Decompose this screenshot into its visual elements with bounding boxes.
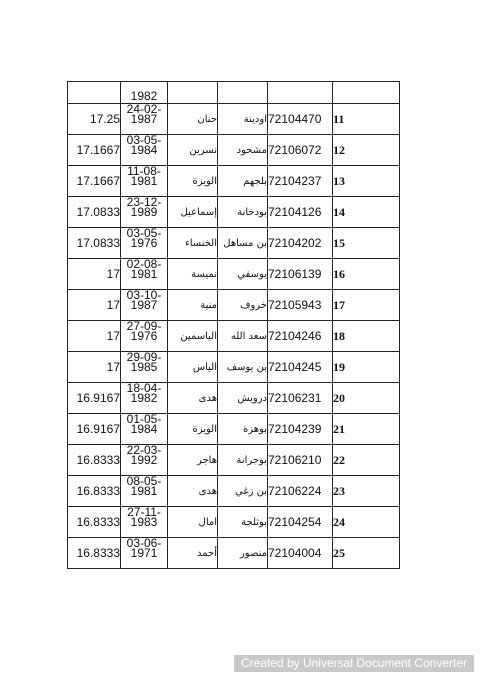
first-name-cell: منية bbox=[168, 290, 218, 321]
first-name-cell: الويزة bbox=[168, 414, 218, 445]
table-row bbox=[68, 352, 400, 383]
birth-date-cell bbox=[121, 476, 168, 507]
table-row bbox=[68, 259, 400, 290]
row-number-cell: 15 bbox=[333, 228, 400, 259]
score-cell: 17.25 bbox=[68, 104, 121, 135]
last-name-cell: خروف bbox=[218, 290, 268, 321]
last-name-cell: سعد الله bbox=[218, 321, 268, 352]
last-name-cell: بلجهم bbox=[218, 166, 268, 197]
row-number-cell: 21 bbox=[333, 414, 400, 445]
birth-date-cell bbox=[121, 166, 168, 197]
student-id-cell: 72106210 bbox=[268, 445, 333, 476]
last-name-cell: مشحود bbox=[218, 135, 268, 166]
birth-date-cell bbox=[121, 104, 168, 135]
last-name-cell: درويش bbox=[218, 383, 268, 414]
birth-date-day-month: 03-05- bbox=[126, 134, 162, 147]
row-number-cell: 12 bbox=[333, 135, 400, 166]
first-name-cell bbox=[168, 82, 218, 104]
score-cell: 16.8333 bbox=[68, 538, 121, 569]
last-name-cell: بن مساهل bbox=[218, 228, 268, 259]
first-name-cell: امال bbox=[168, 507, 218, 538]
student-id-cell: 72104246 bbox=[268, 321, 333, 352]
birth-date-day-month: 02-08- bbox=[126, 258, 162, 271]
score-cell: 17 bbox=[68, 321, 121, 352]
first-name-cell: إسماعيل bbox=[168, 197, 218, 228]
row-number-cell: 20 bbox=[333, 383, 400, 414]
table-row bbox=[68, 414, 400, 445]
score-cell: 16.8333 bbox=[68, 507, 121, 538]
birth-date-cell bbox=[121, 414, 168, 445]
student-id-cell: 72106139 bbox=[268, 259, 333, 290]
table-row bbox=[68, 104, 400, 135]
last-name-cell: بودخانة bbox=[218, 197, 268, 228]
student-id-cell: 72106072 bbox=[268, 135, 333, 166]
score-cell: 17.1667 bbox=[68, 166, 121, 197]
birth-date-year: 1981 bbox=[130, 484, 158, 498]
birth-date-day-month: 29-09- bbox=[126, 351, 162, 364]
row-number-cell: 22 bbox=[333, 445, 400, 476]
table-row bbox=[68, 445, 400, 476]
score-cell: 17.1667 bbox=[68, 135, 121, 166]
score-cell: 16.9167 bbox=[68, 414, 121, 445]
row-number-cell: 17 bbox=[333, 290, 400, 321]
birth-date-year: 1981 bbox=[130, 267, 158, 281]
student-id-cell: 72106224 bbox=[268, 476, 333, 507]
birth-date-day-month: 24-02- bbox=[126, 103, 162, 116]
birth-date-day-month: 08-05- bbox=[126, 475, 162, 488]
birth-date-year: 1983 bbox=[130, 515, 158, 529]
last-name-cell: بن يوسف bbox=[218, 352, 268, 383]
student-id-cell: 72104470 bbox=[268, 104, 333, 135]
watermark-banner: Created by Universal Document Converter bbox=[234, 655, 474, 672]
table-row bbox=[68, 476, 400, 507]
row-number-cell: 11 bbox=[333, 104, 400, 135]
row-number-cell: 16 bbox=[333, 259, 400, 290]
first-name-cell: هدى bbox=[168, 476, 218, 507]
score-cell bbox=[68, 82, 121, 104]
first-name-cell: نميسة bbox=[168, 259, 218, 290]
birth-date-year: 1985 bbox=[130, 360, 158, 374]
birth-date-year: 1976 bbox=[130, 329, 158, 343]
birth-date-day-month: 27-09- bbox=[126, 320, 162, 333]
table-row bbox=[68, 290, 400, 321]
table-row-partial bbox=[68, 82, 400, 104]
birth-date-cell bbox=[121, 135, 168, 166]
first-name-cell: الياس bbox=[168, 352, 218, 383]
birth-date-cell bbox=[121, 290, 168, 321]
row-number-cell: 25 bbox=[333, 538, 400, 569]
row-number-cell: 23 bbox=[333, 476, 400, 507]
last-name-cell: بوثلجة bbox=[218, 507, 268, 538]
student-id-cell: 72104237 bbox=[268, 166, 333, 197]
student-id-cell: 72105943 bbox=[268, 290, 333, 321]
birth-date-cell bbox=[121, 352, 168, 383]
row-number-cell: 19 bbox=[333, 352, 400, 383]
score-cell: 17.0833 bbox=[68, 228, 121, 259]
birth-date-day-month: 03-05- bbox=[126, 227, 162, 240]
birth-date-year: 1981 bbox=[130, 174, 158, 188]
first-name-cell: هدى bbox=[168, 383, 218, 414]
score-cell: 16.9167 bbox=[68, 383, 121, 414]
table-row bbox=[68, 228, 400, 259]
results-table bbox=[67, 81, 400, 569]
birth-date-cell bbox=[121, 259, 168, 290]
birth-date-day-month: 27-11- bbox=[127, 506, 161, 519]
birth-date-day-month: 23-12- bbox=[126, 196, 162, 209]
last-name-cell: منصور bbox=[218, 538, 268, 569]
table-row bbox=[68, 507, 400, 538]
birth-date-day-month: 18-04- bbox=[126, 382, 162, 395]
student-id-cell: 72104254 bbox=[268, 507, 333, 538]
score-cell: 17 bbox=[68, 290, 121, 321]
table-row bbox=[68, 135, 400, 166]
birth-date-year: 1987 bbox=[130, 112, 158, 126]
birth-date-year: 1987 bbox=[130, 298, 158, 312]
first-name-cell: نسرين bbox=[168, 135, 218, 166]
score-cell: 17.0833 bbox=[68, 197, 121, 228]
table-row bbox=[68, 321, 400, 352]
first-name-cell: الويزة bbox=[168, 166, 218, 197]
student-id-cell: 72104245 bbox=[268, 352, 333, 383]
student-id-cell: 72104239 bbox=[268, 414, 333, 445]
score-cell: 17 bbox=[68, 352, 121, 383]
student-id-cell: 72106231 bbox=[268, 383, 333, 414]
birth-date-year: 1984 bbox=[130, 143, 158, 157]
birth-date-year: 1984 bbox=[130, 422, 158, 436]
row-number-cell bbox=[333, 82, 400, 104]
birth-date-day-month: 03-06- bbox=[126, 537, 162, 550]
birth-date-year: 1992 bbox=[130, 453, 158, 467]
student-id-cell: 72104004 bbox=[268, 538, 333, 569]
table-row bbox=[68, 383, 400, 414]
last-name-cell bbox=[218, 82, 268, 104]
birth-date-year: 1989 bbox=[130, 205, 158, 219]
row-number-cell: 14 bbox=[333, 197, 400, 228]
birth-date-year: 1976 bbox=[130, 236, 158, 250]
birth-date-year: 1971 bbox=[130, 546, 158, 560]
birth-date-day-month: 03-10- bbox=[126, 289, 162, 302]
birth-date-cell bbox=[121, 197, 168, 228]
row-number-cell: 13 bbox=[333, 166, 400, 197]
last-name-cell: بوجرانة bbox=[218, 445, 268, 476]
student-id-cell: 72104126 bbox=[268, 197, 333, 228]
birth-date-day-month: 11-08- bbox=[127, 165, 161, 178]
last-name-cell: اودينة bbox=[218, 104, 268, 135]
results-table-body bbox=[68, 82, 400, 569]
first-name-cell: أحمد bbox=[168, 538, 218, 569]
student-id-cell bbox=[268, 82, 333, 104]
birth-date-cell bbox=[121, 383, 168, 414]
first-name-cell: الياسمين bbox=[168, 321, 218, 352]
birth-date-cell bbox=[121, 538, 168, 569]
score-cell: 16.8333 bbox=[68, 476, 121, 507]
birth-date-cell bbox=[121, 82, 168, 104]
student-id-cell: 72104202 bbox=[268, 228, 333, 259]
birth-date-year: 1982 bbox=[130, 391, 158, 405]
birth-date-day-month: 22-03- bbox=[126, 444, 162, 457]
first-name-cell: حنان bbox=[168, 104, 218, 135]
birth-date-cell bbox=[121, 321, 168, 352]
score-cell: 16.8333 bbox=[68, 445, 121, 476]
birth-date-cell bbox=[121, 228, 168, 259]
row-number-cell: 18 bbox=[333, 321, 400, 352]
table-row bbox=[68, 197, 400, 228]
table-row bbox=[68, 166, 400, 197]
birth-date-year: 1982 bbox=[130, 89, 158, 103]
first-name-cell: الخنساء bbox=[168, 228, 218, 259]
birth-date-cell bbox=[121, 507, 168, 538]
birth-date-cell bbox=[121, 445, 168, 476]
row-number-cell: 24 bbox=[333, 507, 400, 538]
score-cell: 17 bbox=[68, 259, 121, 290]
last-name-cell: يوسفي bbox=[218, 259, 268, 290]
table-row bbox=[68, 538, 400, 569]
last-name-cell: بن زغي bbox=[218, 476, 268, 507]
first-name-cell: هاجر bbox=[168, 445, 218, 476]
birth-date-day-month: 01-05- bbox=[126, 413, 162, 426]
last-name-cell: بوهزة bbox=[218, 414, 268, 445]
